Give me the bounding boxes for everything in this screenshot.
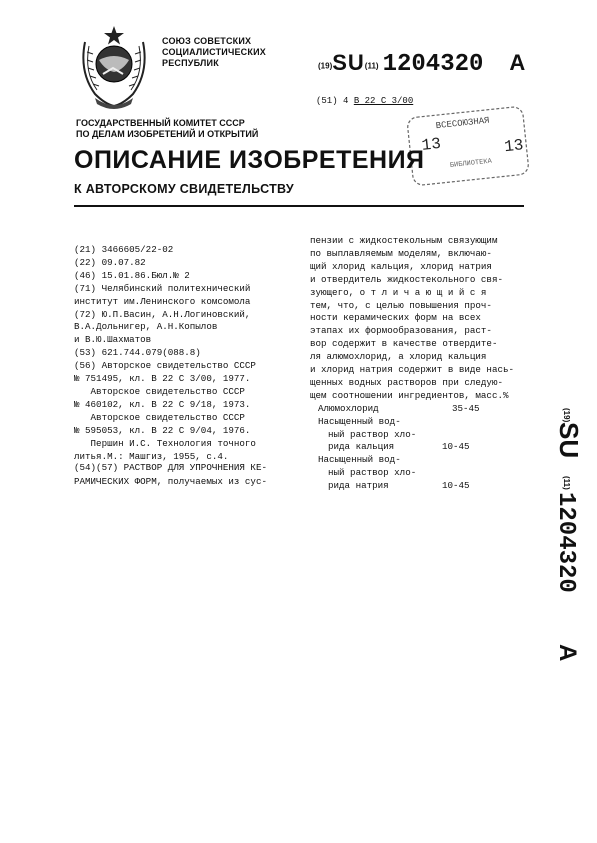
biblio-line: В.А.Дольнигер, А.Н.Копылов [74, 321, 218, 333]
ingredient-value: 35-45 [452, 403, 480, 414]
ingredient-name: Насыщенный вод- [318, 454, 401, 466]
publication-number [318, 50, 525, 78]
biblio-line: (56) Авторское свидетельство СССР [74, 360, 256, 372]
claim-line: вор содержит в качестве отвердите- [310, 338, 498, 350]
ingredient-name: ный раствор хло- [328, 466, 417, 478]
org-line: СОЮЗ СОВЕТСКИХ [162, 36, 252, 46]
biblio-line: (53) 621.744.079(088.8) [74, 347, 201, 359]
stamp-text: ВСЕСОЮЗНАЯ [435, 115, 491, 132]
document-title: ОПИСАНИЕ ИЗОБРЕТЕНИЯ [74, 146, 425, 174]
biblio-line: институт им.Ленинского комсомола [74, 295, 251, 307]
ipc-classification [316, 96, 413, 106]
committee-line: ПО ДЕЛАМ ИЗОБРЕТЕНИЙ И ОТКРЫТИЙ [76, 129, 259, 139]
ingredient-name: ный раствор хло- [328, 428, 417, 440]
ipc-code: B 22 C 3/00 [353, 96, 414, 106]
composition-row [318, 441, 470, 454]
composition-row [318, 429, 416, 442]
claim-line: и отвердитель жидкостекольного свя- [310, 273, 503, 285]
side-number-label: (11) [562, 476, 571, 490]
biblio-line: № 751495, кл. В 22 С 3/00, 1977. [74, 373, 251, 385]
country-code: SU [332, 50, 365, 75]
composition-row [318, 467, 416, 480]
claim-line: ля алюмохлорид, а хлорид кальция [310, 351, 487, 363]
claim-line: зующего, о т л и ч а ю щ и й с я [310, 286, 487, 298]
claim-line: щем соотношении ингредиентов, масс.% [310, 389, 509, 401]
composition-table [318, 403, 480, 493]
org-line: РЕСПУБЛИК [162, 58, 219, 68]
patent-number: 1204320 [382, 51, 484, 78]
biblio-line: Авторское свидетельство СССР [74, 385, 245, 397]
side-kind-code: A [554, 644, 581, 662]
claim-line: тем, что, с целью повышения проч- [310, 299, 492, 311]
ingredient-value: 10-45 [442, 479, 470, 491]
claim-line: пензии с жидкостекольным связующим [310, 235, 498, 246]
composition-row [318, 416, 416, 429]
composition-row [318, 454, 416, 467]
biblio-line: Першин И.С. Технология точного [74, 437, 256, 449]
ingredient-name: рида кальция [328, 441, 395, 453]
issuing-state [162, 36, 266, 69]
biblio-line: (71) Челябинский политехнический [74, 282, 251, 294]
abstract-line: РАМИЧЕСКИХ ФОРМ, получаемых из сус- [74, 475, 267, 487]
stamp-number: 13 [503, 136, 525, 157]
claim-line: щенных водных растворов при следую- [310, 376, 503, 388]
kind-code: A [509, 50, 526, 75]
claim-line: по выплавляемым моделям, включаю- [310, 247, 492, 259]
claim-line: ности керамических форм на всех [310, 312, 481, 324]
committee-line: ГОСУДАРСТВЕННЫЙ КОМИТЕТ СССР [76, 118, 245, 128]
stamp-text: БИБЛИОТЕКА [449, 157, 493, 170]
state-emblem-icon [75, 22, 153, 110]
abstract-line: (54)(57) РАСТВОР ДЛЯ УПРОЧНЕНИЯ КЕ- [74, 462, 267, 473]
ingredient-name: Алюмохлорид [318, 403, 379, 414]
claim-line: и хлорид натрия содержит в виде нась- [310, 364, 514, 376]
biblio-line: (72) Ю.П.Васин, А.Н.Логиновский, [74, 308, 251, 320]
stamp-number: 13 [420, 134, 442, 155]
composition-row [318, 479, 470, 493]
country-code-label: (19) [318, 61, 333, 71]
side-publication-number [528, 408, 584, 673]
claim-line: щий хлорид кальция, хлорид натрия [310, 260, 492, 272]
ingredient-name: рида натрия [328, 479, 389, 491]
biblio-line: (22) 09.07.82 [74, 256, 146, 268]
claim-line: этапах их формообразования, раст- [310, 325, 492, 337]
biblio-line: (46) 15.01.86.Бюл.№ 2 [74, 269, 190, 281]
document-subtitle: К АВТОРСКОМУ СВИДЕТЕЛЬСТВУ [74, 182, 294, 196]
ingredient-name: Насыщенный вод- [318, 415, 401, 427]
biblio-line: № 460102, кл. В 22 С 9/18, 1973. [74, 398, 251, 410]
bibliographic-data [74, 244, 302, 463]
abstract-title [74, 461, 302, 488]
title-rule [74, 205, 524, 207]
number-label: (11) [364, 61, 379, 71]
claim-text [310, 235, 525, 403]
biblio-line: литья.М.: Машгиз, 1955, с.4. [74, 450, 229, 462]
ipc-label: (51) 4 [316, 96, 349, 106]
biblio-line: (21) 3466605/22-02 [74, 244, 174, 255]
org-line: СОЦИАЛИСТИЧЕСКИХ [162, 47, 266, 57]
side-country-code: SU [554, 422, 584, 459]
side-country-label: (19) [562, 408, 571, 423]
biblio-line: № 595053, кл. В 22 С 9/04, 1976. [74, 424, 251, 436]
side-patent-number: 1204320 [552, 492, 579, 593]
biblio-line: Авторское свидетельство СССР [74, 411, 245, 423]
biblio-line: и В.Ю.Шахматов [74, 334, 152, 346]
composition-row [318, 403, 480, 416]
ingredient-value: 10-45 [442, 441, 470, 453]
committee [76, 118, 258, 140]
